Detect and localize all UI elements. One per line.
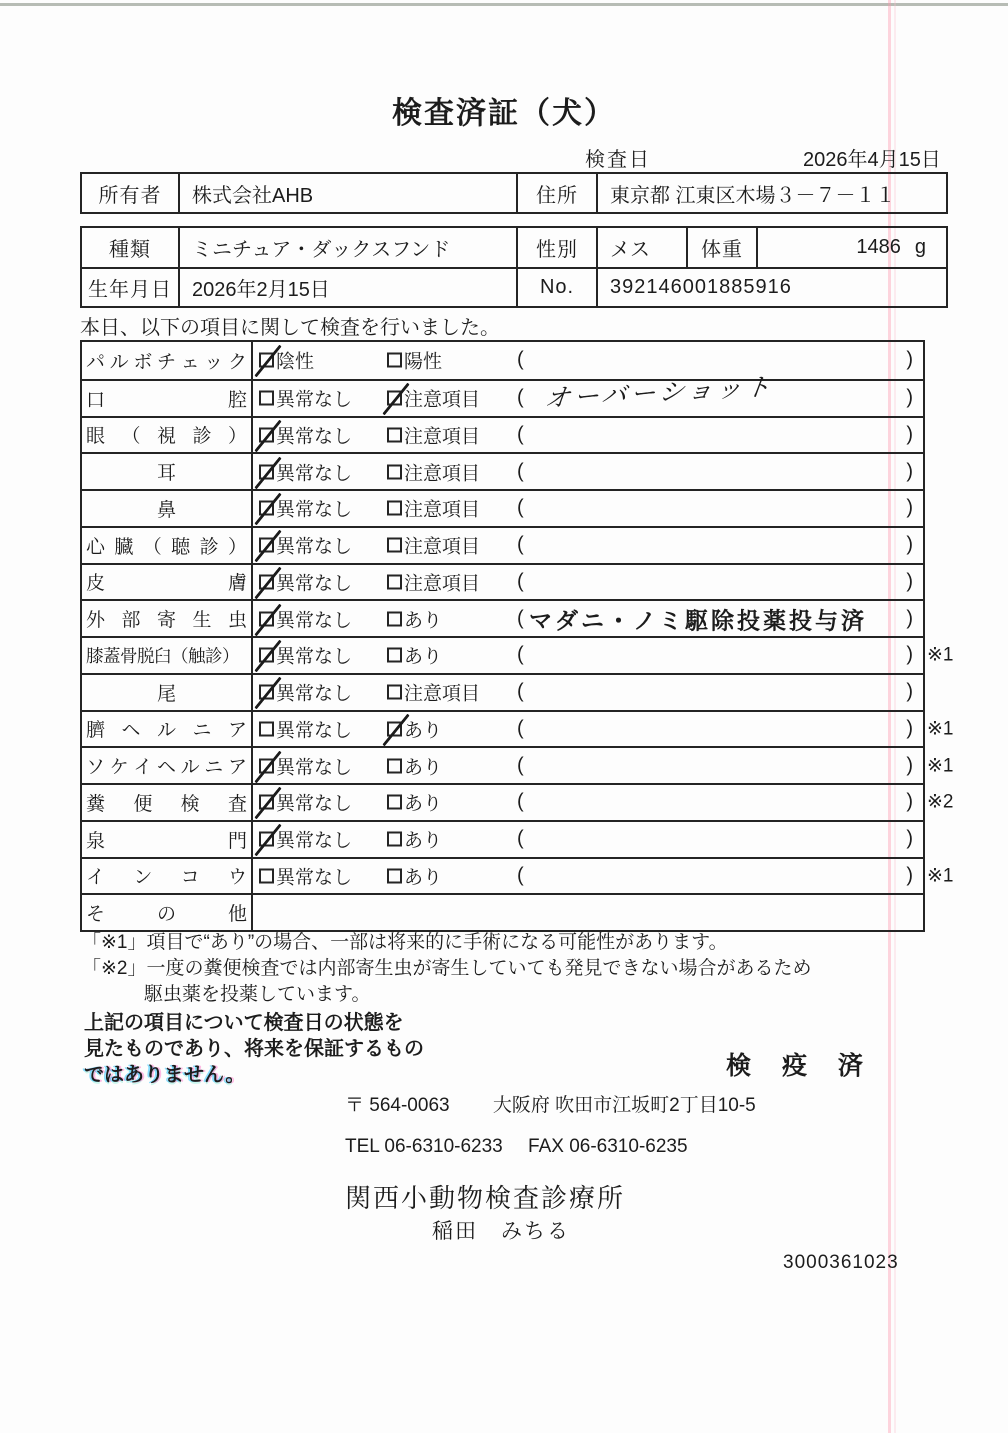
exam-row-label-char: ケ xyxy=(109,757,129,779)
checkbox-group xyxy=(259,789,352,816)
owner-label: 所有者 xyxy=(98,184,162,207)
footnote-2-continued: 駆虫薬を投薬しています。 xyxy=(144,984,371,1005)
checkbox-label: 陰性 xyxy=(276,351,315,373)
disclaimer-line-3: ではありません。 xyxy=(84,1064,246,1086)
birth-label: 生年月日 xyxy=(88,279,172,301)
exam-row-label: 鼻 xyxy=(82,491,253,526)
note-paren-open: ( xyxy=(517,607,524,630)
checkbox-unchecked xyxy=(387,611,402,626)
exam-row-content xyxy=(253,565,923,600)
checkbox-checked xyxy=(259,685,274,700)
checkbox-unchecked xyxy=(387,795,402,810)
exam-row-label xyxy=(82,895,253,930)
page-title: 検査済証（犬） xyxy=(392,97,616,130)
exam-row-label-char: イ xyxy=(133,757,153,779)
checkbox-label: 注意項目 xyxy=(404,389,481,411)
note-paren-close: ) xyxy=(906,460,913,483)
checkbox-group xyxy=(387,605,442,632)
clinic-fax: FAX 06-6310-6235 xyxy=(528,1136,688,1157)
checkbox-label: 注意項目 xyxy=(404,463,481,485)
checkbox-label: あり xyxy=(404,646,443,668)
checkbox-label: 異常なし xyxy=(276,867,353,889)
exam-row xyxy=(82,820,923,857)
exam-row-label-char: ル xyxy=(180,757,200,779)
note-paren-open: ( xyxy=(517,348,524,371)
checkbox-label: 異常なし xyxy=(276,793,353,815)
no-value: 392146001885916 xyxy=(596,269,946,306)
checkbox-unchecked xyxy=(387,501,402,516)
breed-label: 種類 xyxy=(109,239,151,261)
checkbox-group xyxy=(259,605,352,632)
intro-sentence: 本日、以下の項目に関して検査を行いました。 xyxy=(80,317,500,339)
note-paren-open: ( xyxy=(517,717,524,740)
checkbox-checked xyxy=(387,391,402,406)
note-paren-close: ) xyxy=(906,570,913,593)
note-paren-close: ) xyxy=(906,643,913,666)
exam-row-label-char: ル xyxy=(156,720,176,742)
note-paren-close: ) xyxy=(906,533,913,556)
footnote-1: 「※1」項目で“あり”の場合、一部は将来的に手術になる可能性があります。 xyxy=(82,932,728,953)
checkbox-unchecked xyxy=(387,427,402,442)
checkbox-label: 注意項目 xyxy=(404,573,481,595)
exam-row-label-char: 聴 xyxy=(171,536,191,558)
exam-row-label-char: ヘ xyxy=(121,720,141,742)
checkbox-label: 異常なし xyxy=(276,646,353,668)
checkbox-group xyxy=(259,385,352,412)
exam-row-content xyxy=(253,675,923,710)
sex-value: メス xyxy=(596,228,686,267)
checkbox-checked xyxy=(387,721,402,736)
checkbox-checked xyxy=(259,795,274,810)
checkbox-group xyxy=(259,347,314,374)
exam-row-content xyxy=(253,785,923,820)
exam-row-label-char: ソ xyxy=(86,757,106,779)
checkbox-label: 注意項目 xyxy=(404,683,481,705)
footnote-reference-mark: ※1 xyxy=(927,644,954,666)
checkbox-label: あり xyxy=(404,720,443,742)
exam-row-label-char: 部 xyxy=(121,610,141,632)
checkbox-unchecked xyxy=(387,353,402,368)
footnote-reference-mark: ※1 xyxy=(927,755,954,777)
exam-row-label-char: ヘ xyxy=(156,757,176,779)
exam-row-label-char: 臓 xyxy=(114,536,134,558)
weight-cell xyxy=(756,228,946,267)
address-value: 東京都 江東区木場３－７－１１ xyxy=(596,174,946,212)
checkbox-group xyxy=(387,642,442,669)
owner-value: 株式会社AHB xyxy=(178,174,516,212)
note-paren-open: ( xyxy=(517,570,524,593)
exam-row-label-char: ア xyxy=(227,720,247,742)
checkbox-group xyxy=(387,495,480,522)
exam-row-label-char: ン xyxy=(133,867,153,889)
checkbox-group xyxy=(387,421,480,448)
checkbox-label: あり xyxy=(404,610,443,632)
checkbox-group xyxy=(387,458,480,485)
note-paren-open: ( xyxy=(517,680,524,703)
note-paren-close: ) xyxy=(906,348,913,371)
birth-value: 2026年2月15日 xyxy=(178,269,516,306)
checkbox-label: 異常なし xyxy=(276,757,353,779)
clinic-tel: TEL 06-6310-6233 xyxy=(345,1136,503,1157)
checkbox-label: 異常なし xyxy=(276,463,353,485)
exam-row-label-char: ウ xyxy=(227,867,247,889)
checkbox-group xyxy=(387,568,480,595)
exam-row-label-char: 皮 xyxy=(86,573,106,595)
exam-row-label xyxy=(82,601,253,636)
checkbox-group xyxy=(259,532,352,559)
checkbox-group xyxy=(387,789,442,816)
checkbox-label: あり xyxy=(404,793,443,815)
exam-row-label-char: パ xyxy=(86,351,106,373)
checkbox-label: 注意項目 xyxy=(404,426,481,448)
note-paren-close: ) xyxy=(906,496,913,519)
note-paren-open: ( xyxy=(517,754,524,777)
exam-row-content xyxy=(253,528,923,563)
footnote-reference-mark: ※2 xyxy=(927,791,954,813)
checkbox-group xyxy=(259,752,352,779)
checkbox-group xyxy=(387,826,442,853)
checkbox-label: あり xyxy=(404,867,443,889)
checkbox-group xyxy=(259,642,352,669)
printed-note: マダニ・ノミ駆除投薬投与済 xyxy=(529,607,867,634)
clinic-tel-line xyxy=(345,1136,688,1158)
exam-row xyxy=(82,746,954,783)
checkbox-label: 異常なし xyxy=(276,426,353,448)
exam-row-label-char: 口 xyxy=(86,389,106,411)
checkbox-unchecked xyxy=(259,391,274,406)
checkbox-unchecked xyxy=(259,721,274,736)
exam-row xyxy=(82,783,954,820)
checkbox-label: 異常なし xyxy=(276,536,353,558)
note-paren-close: ) xyxy=(906,790,913,813)
clinic-postal: 〒 564-0063 xyxy=(345,1095,450,1116)
exam-row-label-char: そ xyxy=(86,904,106,926)
exam-row-label-char: 糞 xyxy=(86,793,106,815)
note-paren-open: ( xyxy=(517,386,524,409)
disclaimer-line-1: 上記の項目について検査日の状態を xyxy=(84,1012,404,1034)
exam-row-content xyxy=(253,895,923,930)
address-label: 住所 xyxy=(516,174,596,212)
exam-row-label-char: 腔 xyxy=(227,389,247,411)
exam-row-label-char: 便 xyxy=(133,793,153,815)
exam-row-label-char: コ xyxy=(180,867,200,889)
pet-table-row-2 xyxy=(82,267,946,306)
exam-row-label-char: （ xyxy=(142,536,162,558)
checkbox-unchecked xyxy=(387,758,402,773)
checkbox-checked xyxy=(259,464,274,479)
exam-row-label xyxy=(82,822,253,857)
note-paren-open: ( xyxy=(517,864,524,887)
exam-row-label: 尾 xyxy=(82,675,253,710)
checkbox-group xyxy=(259,862,352,889)
exam-row-label-char: 外 xyxy=(86,610,106,632)
exam-row-label-char: 虫 xyxy=(227,610,247,632)
checkbox-checked xyxy=(259,574,274,589)
exam-row-label-char: 検 xyxy=(180,793,200,815)
sex-label: 性別 xyxy=(516,228,596,267)
exam-row-label-char: 診 xyxy=(199,536,219,558)
exam-row-label-char: の xyxy=(156,904,176,926)
checkbox-checked xyxy=(259,501,274,516)
checkbox-group xyxy=(259,421,352,448)
note-paren-open: ( xyxy=(517,643,524,666)
exam-row-label-char: ェ xyxy=(180,351,200,373)
exam-row-label-char: ニ xyxy=(204,757,224,779)
checkbox-checked xyxy=(259,611,274,626)
note-paren-close: ) xyxy=(906,680,913,703)
veterinarian-name: 稲田 みちる xyxy=(432,1220,570,1243)
exam-row-label-char: 査 xyxy=(227,793,247,815)
checkbox-unchecked xyxy=(387,685,402,700)
weight-label: 体重 xyxy=(686,228,756,267)
exam-row-label-char: 視 xyxy=(156,426,176,448)
checkbox-checked xyxy=(259,832,274,847)
exam-row-label-char: 寄 xyxy=(156,610,176,632)
exam-row-label-char: 眼 xyxy=(86,426,106,448)
exam-row-label xyxy=(82,381,253,416)
pet-table xyxy=(80,226,948,308)
checkbox-group xyxy=(259,495,352,522)
checkbox-unchecked xyxy=(387,868,402,883)
disclaimer xyxy=(84,1010,424,1088)
exam-row-label xyxy=(82,528,253,563)
checkbox-unchecked xyxy=(387,538,402,553)
checkbox-group xyxy=(387,752,442,779)
exam-row xyxy=(82,636,954,673)
checkbox-label: 注意項目 xyxy=(404,499,481,521)
exam-row-content xyxy=(253,859,923,894)
clinic-name: 関西小動物検査診療所 xyxy=(345,1183,626,1213)
exam-row xyxy=(82,526,923,563)
exam-row-content xyxy=(253,418,923,453)
checkbox-unchecked xyxy=(387,464,402,479)
exam-row-label-char: ボ xyxy=(133,351,153,373)
footnote-reference-mark: ※1 xyxy=(927,718,954,740)
checkbox-group xyxy=(387,862,442,889)
exam-row-label-char: チ xyxy=(156,351,176,373)
exam-row-label: 膝蓋骨脱臼（触診） xyxy=(82,638,253,673)
exam-row-content xyxy=(253,342,923,379)
exam-row xyxy=(82,893,923,930)
exam-row xyxy=(82,489,923,526)
checkbox-unchecked xyxy=(387,574,402,589)
checkbox-label: 異常なし xyxy=(276,830,353,852)
checkbox-checked xyxy=(259,538,274,553)
checkbox-group xyxy=(259,458,352,485)
checkbox-label: 陽性 xyxy=(404,351,443,373)
exam-row-label-char: 臍 xyxy=(86,720,106,742)
note-paren-open: ( xyxy=(517,790,524,813)
exam-row xyxy=(82,710,954,747)
exam-row-label-char: イ xyxy=(86,867,106,889)
checkbox-label: 異常なし xyxy=(276,720,353,742)
exam-row-label-char: 生 xyxy=(192,610,212,632)
checkbox-checked xyxy=(259,758,274,773)
exam-row-label-char: ク xyxy=(227,351,247,373)
exam-row-content xyxy=(253,454,923,489)
scan-edge-artifact xyxy=(0,3,1008,6)
checkbox-label: あり xyxy=(404,757,443,779)
note-paren-open: ( xyxy=(517,460,524,483)
checkbox-label: 異常なし xyxy=(276,499,353,521)
exam-row-label xyxy=(82,785,253,820)
exam-row-label-char: ニ xyxy=(192,720,212,742)
checkbox-group xyxy=(387,532,480,559)
clinic-address: 大阪府 吹田市江坂町2丁目10-5 xyxy=(492,1095,756,1116)
exam-row-label-char: 他 xyxy=(227,904,247,926)
weight-value: 1486 xyxy=(856,236,901,258)
checkbox-group xyxy=(387,715,442,742)
checkbox-unchecked xyxy=(259,868,274,883)
exam-row-label-char: ） xyxy=(227,536,247,558)
disclaimer-line-2: 見たものであり、将来を保証するもの xyxy=(84,1038,424,1060)
checkbox-checked xyxy=(259,353,274,368)
clinic-postal-line xyxy=(345,1090,756,1117)
exam-row-label-char: ア xyxy=(227,757,247,779)
exam-row-label xyxy=(82,418,253,453)
footnotes xyxy=(82,930,812,1008)
note-paren-open: ( xyxy=(517,827,524,850)
exam-date-label: 検査日 xyxy=(585,149,651,171)
note-paren-close: ) xyxy=(906,607,913,630)
checkbox-group xyxy=(387,385,480,412)
exam-row xyxy=(82,857,954,894)
checkbox-label: 異常なし xyxy=(276,683,353,705)
exam-row xyxy=(82,563,923,600)
exam-row-label xyxy=(82,565,253,600)
checkbox-group xyxy=(387,679,480,706)
exam-row-content xyxy=(253,601,923,636)
exam-row-label-char: 心 xyxy=(86,536,106,558)
note-paren-close: ) xyxy=(906,864,913,887)
checkbox-unchecked xyxy=(387,832,402,847)
exam-row xyxy=(82,452,923,489)
exam-date-value: 2026年4月15日 xyxy=(803,149,941,171)
checkbox-group xyxy=(259,826,352,853)
checkbox-label: あり xyxy=(404,830,443,852)
note-paren-close: ) xyxy=(906,386,913,409)
checkbox-group xyxy=(259,679,352,706)
exam-row xyxy=(82,673,923,710)
exam-row-label-char: ッ xyxy=(204,351,224,373)
note-paren-close: ) xyxy=(906,423,913,446)
checkbox-unchecked xyxy=(387,648,402,663)
checkbox-label: 注意項目 xyxy=(404,536,481,558)
owner-table xyxy=(80,172,948,214)
exam-row-content xyxy=(253,712,923,747)
exam-row-label-char: 門 xyxy=(227,830,247,852)
exam-table xyxy=(80,340,954,932)
quarantine-stamp: 検 疫 済 xyxy=(726,1052,875,1080)
exam-row-label: 耳 xyxy=(82,454,253,489)
checkbox-label: 異常なし xyxy=(276,389,353,411)
exam-row-label-char: 泉 xyxy=(86,830,106,852)
exam-row-content xyxy=(253,822,923,857)
exam-row xyxy=(82,416,923,453)
checkbox-group xyxy=(259,568,352,595)
exam-row xyxy=(82,342,923,379)
footnote-2: 「※2」一度の糞便検査では内部寄生虫が寄生していても発見できない場合があるため xyxy=(82,958,812,979)
note-paren-close: ) xyxy=(906,717,913,740)
document-number: 3000361023 xyxy=(783,1252,899,1273)
exam-row-label xyxy=(82,342,253,379)
exam-row-label xyxy=(82,712,253,747)
note-paren-close: ) xyxy=(906,754,913,777)
exam-row-label xyxy=(82,748,253,783)
checkbox-checked xyxy=(259,427,274,442)
checkbox-group xyxy=(259,715,352,742)
exam-row-label-char: 診 xyxy=(192,426,212,448)
exam-row-label-char: 膚 xyxy=(227,573,247,595)
footnote-reference-mark: ※1 xyxy=(927,865,954,887)
checkbox-checked xyxy=(259,648,274,663)
exam-row-content xyxy=(253,638,923,673)
exam-row-content xyxy=(253,372,923,416)
checkbox-group xyxy=(387,347,442,374)
checkbox-label: 異常なし xyxy=(276,573,353,595)
weight-unit: g xyxy=(914,236,926,258)
pet-table-row-1 xyxy=(82,228,946,267)
breed-value: ミニチュア・ダックスフンド xyxy=(178,228,516,267)
exam-row-label-char: ル xyxy=(109,351,129,373)
checkbox-label: 異常なし xyxy=(276,610,353,632)
exam-row-content xyxy=(253,748,923,783)
exam-row xyxy=(82,599,923,636)
note-paren-close: ) xyxy=(906,827,913,850)
no-label: No. xyxy=(516,269,596,306)
exam-row-label xyxy=(82,859,253,894)
exam-row-label-char: （ xyxy=(121,426,141,448)
note-paren-open: ( xyxy=(517,423,524,446)
exam-row-label-char: ） xyxy=(227,426,247,448)
note-paren-open: ( xyxy=(517,496,524,519)
handwritten-note: オーバーショット xyxy=(543,372,777,413)
exam-row-content xyxy=(253,491,923,526)
note-paren-open: ( xyxy=(517,533,524,556)
exam-row xyxy=(82,372,923,416)
